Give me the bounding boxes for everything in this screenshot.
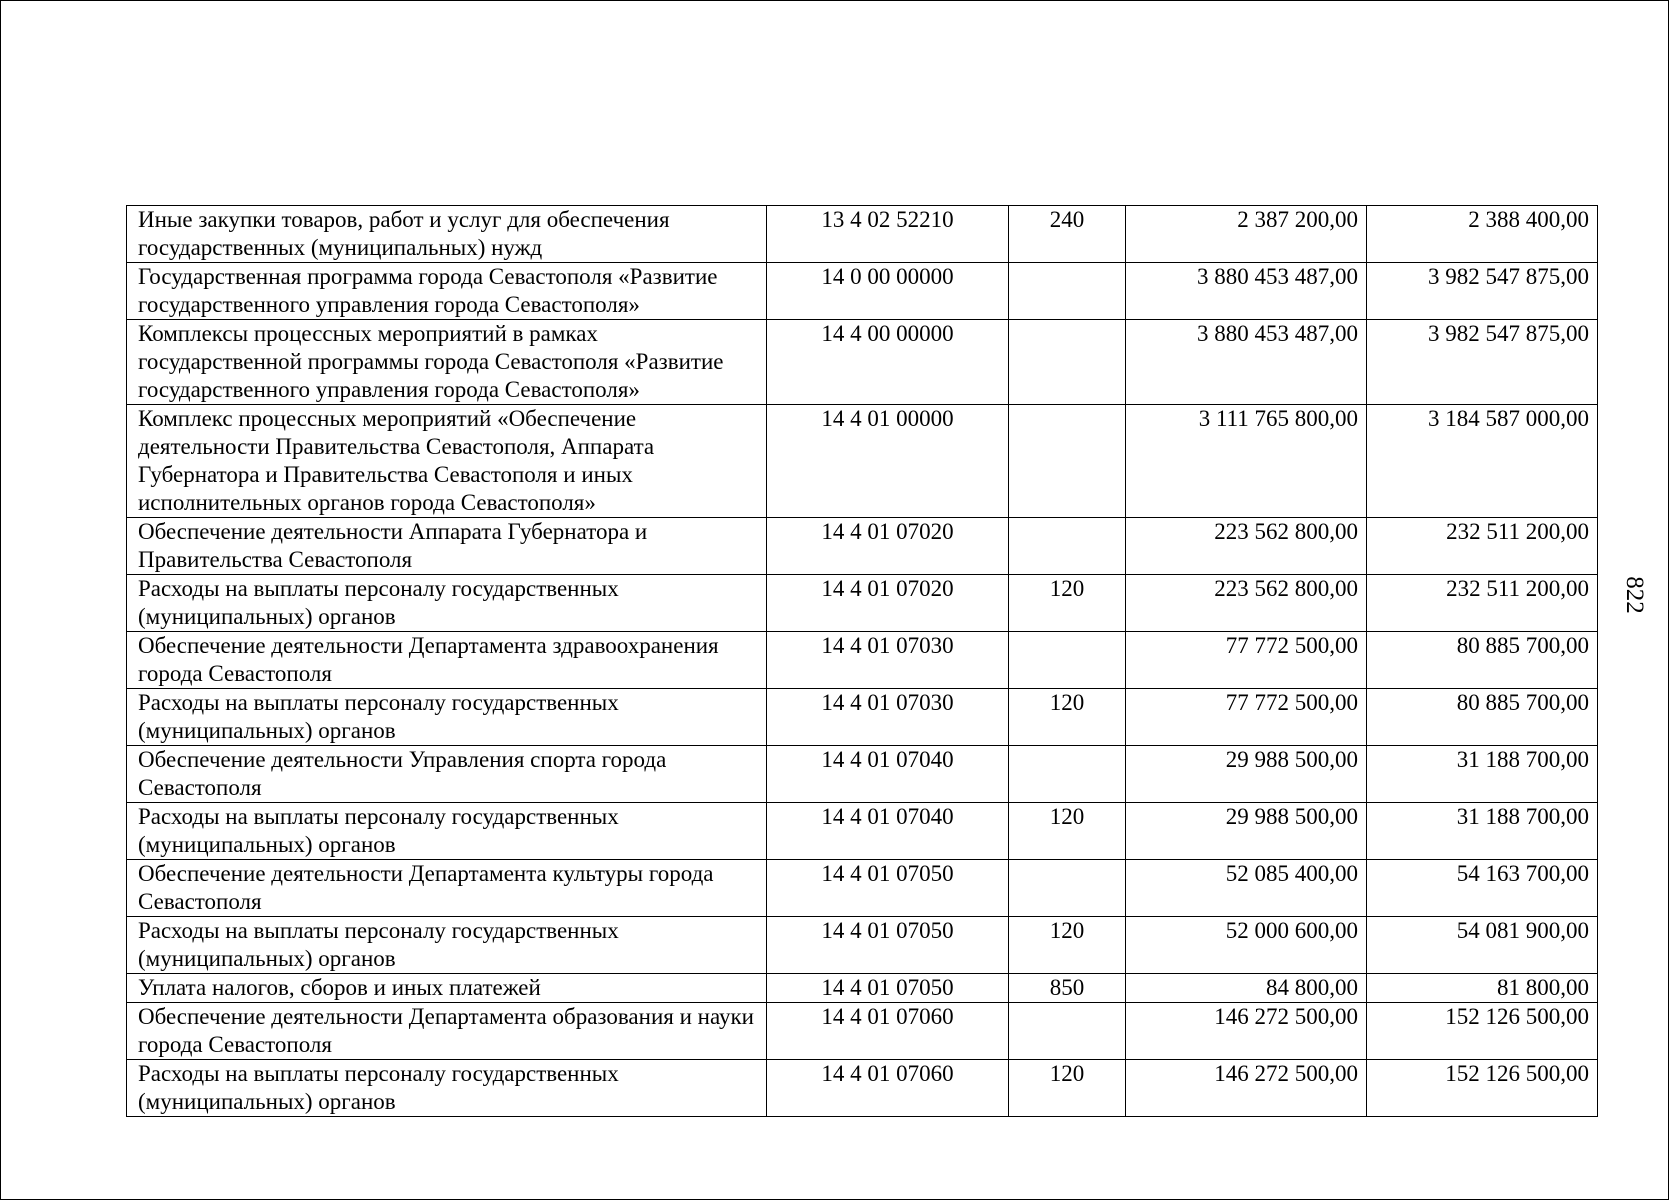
expense-name-cell: Обеспечение деятельности Департамента культуры города Севастополя [127,860,767,917]
table-row [127,803,1598,860]
table-row [127,746,1598,803]
expense-name-cell: Обеспечение деятельности Департамента здравоохранения города Севастополя [127,632,767,689]
expense-type-cell [1009,320,1126,405]
expense-type-cell: 120 [1009,917,1126,974]
amount-year2-cell: 2 388 400,00 [1367,206,1598,263]
amount-year1-cell: 29 988 500,00 [1126,746,1367,803]
target-code-cell: 13 4 02 52210 [767,206,1009,263]
amount-year1-cell: 223 562 800,00 [1126,575,1367,632]
expense-name-cell: Иные закупки товаров, работ и услуг для обеспечения государственных (муниципальных) нужд [127,206,767,263]
target-code-cell: 14 4 01 07050 [767,917,1009,974]
expense-name-cell: Обеспечение деятельности Аппарата Губернатора и Правительства Севастополя [127,518,767,575]
expense-name-cell: Государственная программа города Севастополя «Развитие государственного управления города Севастополя» [127,263,767,320]
table-row [127,575,1598,632]
expense-type-cell [1009,632,1126,689]
expense-type-cell: 850 [1009,974,1126,1003]
expense-type-cell: 120 [1009,803,1126,860]
target-code-cell: 14 4 01 07050 [767,860,1009,917]
table-row [127,1060,1598,1117]
expense-name-cell: Уплата налогов, сборов и иных платежей [127,974,767,1003]
amount-year2-cell: 81 800,00 [1367,974,1598,1003]
table-row [127,206,1598,263]
amount-year1-cell: 29 988 500,00 [1126,803,1367,860]
amount-year2-cell: 152 126 500,00 [1367,1060,1598,1117]
expense-name-cell: Расходы на выплаты персоналу государственных (муниципальных) органов [127,575,767,632]
target-code-cell: 14 4 01 07030 [767,689,1009,746]
table-body [127,206,1598,1117]
target-code-cell: 14 4 01 07040 [767,746,1009,803]
expense-type-cell [1009,860,1126,917]
table-row [127,974,1598,1003]
amount-year1-cell: 3 880 453 487,00 [1126,263,1367,320]
expense-type-cell: 120 [1009,575,1126,632]
amount-year2-cell: 3 982 547 875,00 [1367,320,1598,405]
table-row [127,1003,1598,1060]
expense-name-cell: Комплекс процессных мероприятий «Обеспечение деятельности Правительства Севастополя, Аппарата Губернатора и Правительства Севастополя и иных исполнительных органов города Севастополя» [127,405,767,518]
amount-year1-cell: 146 272 500,00 [1126,1003,1367,1060]
target-code-cell: 14 4 01 07050 [767,974,1009,1003]
expense-name-cell: Обеспечение деятельности Управления спорта города Севастополя [127,746,767,803]
expense-type-cell [1009,1003,1126,1060]
amount-year1-cell: 223 562 800,00 [1126,518,1367,575]
expense-name-cell: Расходы на выплаты персоналу государственных (муниципальных) органов [127,917,767,974]
amount-year2-cell: 80 885 700,00 [1367,632,1598,689]
expense-name-cell: Расходы на выплаты персоналу государственных (муниципальных) органов [127,689,767,746]
expense-name-cell: Расходы на выплаты персоналу государственных (муниципальных) органов [127,803,767,860]
amount-year1-cell: 84 800,00 [1126,974,1367,1003]
table-row [127,917,1598,974]
table-row [127,263,1598,320]
amount-year2-cell: 31 188 700,00 [1367,746,1598,803]
amount-year2-cell: 54 163 700,00 [1367,860,1598,917]
table-row [127,405,1598,518]
expense-type-cell: 120 [1009,689,1126,746]
table-row [127,632,1598,689]
expense-type-cell [1009,518,1126,575]
target-code-cell: 14 4 01 07060 [767,1003,1009,1060]
amount-year2-cell: 232 511 200,00 [1367,575,1598,632]
expense-type-cell: 240 [1009,206,1126,263]
amount-year1-cell: 2 387 200,00 [1126,206,1367,263]
amount-year2-cell: 232 511 200,00 [1367,518,1598,575]
amount-year2-cell: 3 982 547 875,00 [1367,263,1598,320]
target-code-cell: 14 4 00 00000 [767,320,1009,405]
table-row [127,518,1598,575]
amount-year1-cell: 52 000 600,00 [1126,917,1367,974]
table-row [127,860,1598,917]
target-code-cell: 14 4 01 07060 [767,1060,1009,1117]
amount-year1-cell: 52 085 400,00 [1126,860,1367,917]
expense-name-cell: Расходы на выплаты персоналу государственных (муниципальных) органов [127,1060,767,1117]
amount-year1-cell: 3 880 453 487,00 [1126,320,1367,405]
page-number: 822 [1621,576,1648,614]
expense-type-cell [1009,746,1126,803]
amount-year1-cell: 146 272 500,00 [1126,1060,1367,1117]
amount-year2-cell: 3 184 587 000,00 [1367,405,1598,518]
table-row [127,689,1598,746]
target-code-cell: 14 4 01 00000 [767,405,1009,518]
table-row [127,320,1598,405]
amount-year1-cell: 77 772 500,00 [1126,632,1367,689]
budget-table [126,205,1598,1117]
amount-year2-cell: 31 188 700,00 [1367,803,1598,860]
target-code-cell: 14 4 01 07020 [767,518,1009,575]
amount-year2-cell: 152 126 500,00 [1367,1003,1598,1060]
target-code-cell: 14 0 00 00000 [767,263,1009,320]
amount-year2-cell: 80 885 700,00 [1367,689,1598,746]
amount-year2-cell: 54 081 900,00 [1367,917,1598,974]
expense-name-cell: Комплексы процессных мероприятий в рамках государственной программы города Севастополя «Развитие государственного управления города Севастополя» [127,320,767,405]
expense-type-cell: 120 [1009,1060,1126,1117]
target-code-cell: 14 4 01 07020 [767,575,1009,632]
target-code-cell: 14 4 01 07030 [767,632,1009,689]
target-code-cell: 14 4 01 07040 [767,803,1009,860]
amount-year1-cell: 77 772 500,00 [1126,689,1367,746]
expense-name-cell: Обеспечение деятельности Департамента образования и науки города Севастополя [127,1003,767,1060]
amount-year1-cell: 3 111 765 800,00 [1126,405,1367,518]
expense-type-cell [1009,405,1126,518]
expense-type-cell [1009,263,1126,320]
